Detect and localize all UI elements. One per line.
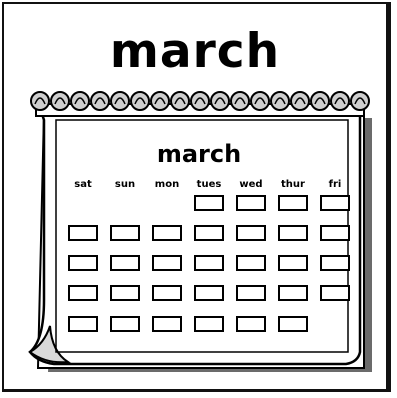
calendar-ring <box>151 92 169 110</box>
weekday-label: fri <box>328 179 342 190</box>
calendar-ring <box>311 92 329 110</box>
weekday-label: sat <box>74 179 92 190</box>
day-box <box>321 226 349 240</box>
day-box <box>237 226 265 240</box>
day-box <box>153 256 181 270</box>
calendar-ring <box>211 92 229 110</box>
calendar-ring <box>351 92 369 110</box>
calendar-ring <box>131 92 149 110</box>
day-box <box>69 226 97 240</box>
day-box <box>69 256 97 270</box>
day-box <box>321 256 349 270</box>
calendar-ring <box>251 92 269 110</box>
day-box <box>321 196 349 210</box>
day-box <box>195 286 223 300</box>
calendar-ring <box>71 92 89 110</box>
weekday-label: wed <box>239 179 263 190</box>
calendar-month-label: march <box>156 140 242 168</box>
calendar-ring <box>191 92 209 110</box>
calendar-ring <box>51 92 69 110</box>
calendar-ring <box>111 92 129 110</box>
day-box <box>111 226 139 240</box>
day-box <box>279 317 307 331</box>
calendar-ring <box>291 92 309 110</box>
day-box <box>279 226 307 240</box>
weekday-label: thur <box>281 179 305 190</box>
day-box <box>69 317 97 331</box>
weekday-label: sun <box>114 179 136 190</box>
day-box <box>153 317 181 331</box>
day-box <box>195 317 223 331</box>
day-box <box>111 317 139 331</box>
calendar-rings <box>31 92 369 110</box>
day-box <box>237 286 265 300</box>
day-box <box>153 286 181 300</box>
day-box <box>321 286 349 300</box>
calendar-ring <box>331 92 349 110</box>
day-box <box>195 196 223 210</box>
calendar-ring <box>231 92 249 110</box>
day-box <box>153 226 181 240</box>
weekday-header <box>74 179 341 190</box>
calendar-ring <box>91 92 109 110</box>
day-box <box>279 196 307 210</box>
day-box <box>195 256 223 270</box>
day-box <box>237 196 265 210</box>
day-box <box>279 256 307 270</box>
calendar-ring <box>271 92 289 110</box>
day-box <box>195 226 223 240</box>
day-box <box>69 286 97 300</box>
day-box <box>279 286 307 300</box>
day-box <box>111 256 139 270</box>
page-title: march <box>109 24 281 79</box>
day-box <box>111 286 139 300</box>
weekday-label: mon <box>154 179 180 190</box>
day-box <box>237 317 265 331</box>
weekday-label: tues <box>196 179 222 190</box>
calendar-ring <box>171 92 189 110</box>
day-box <box>237 256 265 270</box>
calendar-ring <box>31 92 49 110</box>
